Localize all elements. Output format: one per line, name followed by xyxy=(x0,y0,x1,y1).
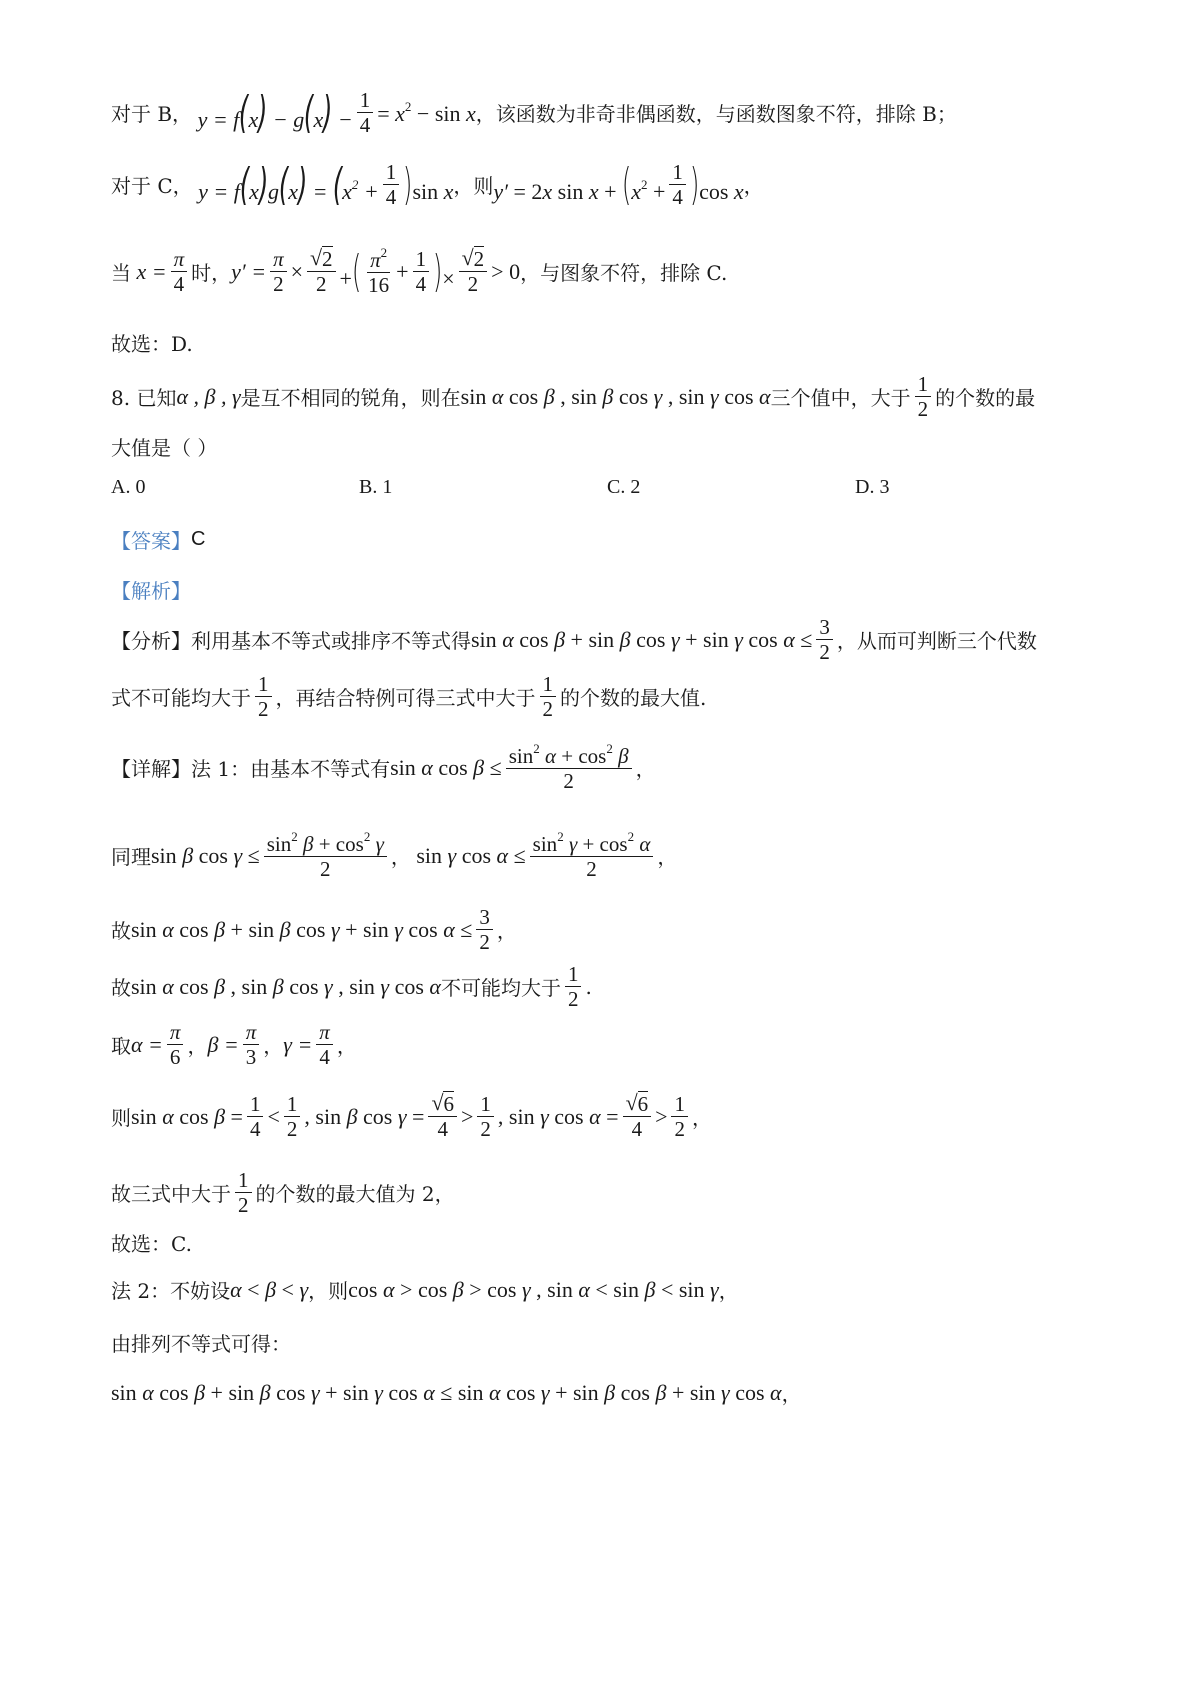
math: sin α cos β , sin β cos γ , sin γ cos α xyxy=(131,973,441,999)
text-line xyxy=(111,1275,1120,1304)
math: α < β < γ xyxy=(230,1276,309,1302)
math: y′ = 2x $\sin x + (x^2$ + xyxy=(493,158,666,210)
math: cos α > cos β > cos γ , sin α < sin β < sin γ xyxy=(348,1276,719,1302)
text: ，从而可判断三个代数 xyxy=(836,629,1037,654)
analysis-heading xyxy=(111,575,1120,604)
text: 不可能均大于 xyxy=(440,976,561,1001)
fraction: $\frac{1}{2}$ xyxy=(915,372,932,421)
text: 【详解】法 1：由基本不等式有 xyxy=(111,757,391,782)
text-line xyxy=(111,905,1120,954)
text-line xyxy=(111,328,1120,357)
option-d: D. 3 xyxy=(855,476,890,498)
answer-label: 【答案】 xyxy=(111,529,191,553)
text: 故选：C. xyxy=(111,1232,192,1256)
math: sin γ cos α ≤ xyxy=(410,842,526,868)
text: 当 xyxy=(111,261,131,286)
fraction: $\frac{1}{2}$ xyxy=(540,672,557,721)
fraction: $\frac{\sin^2 \alpha + \cos^2 \beta}{2}$ xyxy=(506,742,632,793)
text-line xyxy=(111,160,1120,209)
answer-line xyxy=(111,525,1120,554)
text: ，则 xyxy=(453,174,494,199)
text: ，该函数为非奇非偶函数，与函数图象不符，排除 B； xyxy=(475,102,957,127)
fraction: $\frac{1}{2}$ xyxy=(284,1092,301,1141)
text-line xyxy=(111,1228,1120,1257)
text: 8. 已知 xyxy=(111,386,177,411)
text-line xyxy=(111,1020,1120,1069)
text: 对于 B， xyxy=(111,102,193,127)
text: ， xyxy=(390,845,411,870)
text: 的个数的最 xyxy=(935,386,1036,411)
math: , sin β cos γ = xyxy=(304,1103,425,1129)
text-line xyxy=(111,672,1120,721)
text: ，与图象不符，排除 C. xyxy=(520,261,728,286)
text: ， xyxy=(691,1106,712,1131)
math: < xyxy=(267,1103,280,1129)
option-b: B. 1 xyxy=(359,476,393,498)
options-row xyxy=(111,476,1120,499)
text: ， xyxy=(336,1034,357,1059)
text: 则 xyxy=(111,1106,131,1131)
math: $y = f(x)g(x) = (x^2$ + xyxy=(192,158,379,210)
text: 是互不相同的锐角，则在 xyxy=(240,386,461,411)
fraction: $\frac{\pi}{3}$ xyxy=(243,1020,260,1069)
answer-value: C xyxy=(191,528,206,550)
math: > xyxy=(460,1103,474,1129)
text: ， xyxy=(187,1034,208,1059)
text: 式不可能均大于 xyxy=(111,686,251,711)
math: > 0 xyxy=(491,258,521,284)
text-line xyxy=(111,962,1120,1011)
text-line xyxy=(111,615,1120,664)
fraction: $\frac{\pi}{4}$ xyxy=(316,1020,333,1069)
fraction: $\frac{1}{2}$ xyxy=(235,1168,252,1217)
fraction: $\frac{\pi}{6}$ xyxy=(167,1020,184,1069)
math: α = xyxy=(131,1031,163,1057)
text: 法 2：不妨设 xyxy=(111,1279,231,1303)
text-line xyxy=(111,1168,1120,1217)
text: 对于 C， xyxy=(111,174,193,199)
math: + xyxy=(396,258,409,284)
text: . xyxy=(585,974,592,999)
math: x = xyxy=(131,258,167,284)
text-line xyxy=(111,432,1120,461)
text: 取 xyxy=(111,1034,131,1059)
fraction: √ $\frac{6}{4}$ xyxy=(428,1092,457,1141)
text: ， xyxy=(743,174,764,199)
fraction: √ $\frac{2}{2}$ xyxy=(307,247,336,296)
math: sin α cos β + sin β cos γ + sin γ cos α ≤ xyxy=(471,626,813,652)
text-line xyxy=(111,742,1120,793)
text: 故三式中大于 xyxy=(111,1182,231,1207)
fraction: √ $\frac{6}{4}$ xyxy=(623,1092,652,1141)
math: +( xyxy=(339,245,362,297)
fraction: √ $\frac{2}{2}$ xyxy=(459,247,488,296)
math: γ = xyxy=(283,1031,313,1057)
text-line xyxy=(111,1328,1120,1357)
math: β = xyxy=(207,1031,239,1057)
question-8 xyxy=(111,372,1120,421)
text: 大值是（ ） xyxy=(111,436,218,460)
option-a: A. 0 xyxy=(111,476,146,498)
fraction: $\frac{1}{2}$ xyxy=(671,1092,688,1141)
fraction: $\frac{1}{4}$ xyxy=(247,1092,264,1141)
math: sin α cos β = xyxy=(131,1103,243,1129)
text: 三个值中，大于 xyxy=(770,386,911,411)
analysis-label: 【解析】 xyxy=(111,579,191,603)
fraction: $\frac{1}{4}$ xyxy=(383,160,400,209)
math: = $x^2 - \sin x$ xyxy=(377,98,476,126)
fraction: $\frac{1}{2}$ xyxy=(477,1092,494,1141)
fraction: $\frac{3}{2}$ xyxy=(476,905,493,954)
text: ， xyxy=(657,845,678,870)
math: )× xyxy=(432,245,455,297)
fraction: $\frac{\pi}{2}$ xyxy=(270,247,287,296)
text: ， xyxy=(263,1034,284,1059)
text: 时， xyxy=(191,261,232,286)
fraction: $\frac{1}{2}$ xyxy=(255,672,272,721)
fraction: $\frac{\sin^2 \beta + \cos^2 \gamma}{2}$ xyxy=(264,830,387,881)
math: y = f(x) − g(x) − xyxy=(192,86,353,138)
text-line xyxy=(111,1378,1120,1407)
math: )cos x xyxy=(689,158,744,210)
text: 的个数的最大值. xyxy=(560,686,707,711)
math: > xyxy=(655,1103,668,1129)
math: )sin x xyxy=(403,158,454,210)
text: ，再结合特例可得三式中大于 xyxy=(275,686,536,711)
text: 同理 xyxy=(111,845,151,870)
option-c: C. 2 xyxy=(607,476,641,498)
text: ， xyxy=(781,1382,802,1406)
fraction: $\frac{1}{4}$ xyxy=(357,88,374,137)
text: ，则 xyxy=(308,1279,349,1303)
fraction: $\frac{\pi^2}{16}$ xyxy=(368,245,390,298)
text: ， xyxy=(718,1279,739,1303)
math: sin α cos β , sin β cos γ , sin γ cos α xyxy=(460,383,771,409)
text: 由排列不等式可得： xyxy=(111,1332,291,1356)
text: 的个数的最大值为 2， xyxy=(255,1182,455,1207)
math: sin α cos β + sin β cos γ + sin γ cos α ≤ sin α cos γ + sin β cos β + sin γ cos α xyxy=(111,1379,782,1405)
text: 故选：D. xyxy=(111,332,193,356)
math: sin α cos β ≤ xyxy=(390,754,502,780)
text-line xyxy=(111,246,1120,297)
math: sin β cos γ ≤ xyxy=(151,842,260,868)
fraction: $\frac{\sin^2 \gamma + \cos^2 \alpha}{2}$ xyxy=(530,830,654,881)
math: y′ = xyxy=(231,258,267,284)
math: sin α cos β + sin β cos γ + sin γ cos α ≤ xyxy=(131,916,473,942)
text: ， xyxy=(635,757,656,782)
fraction: $\frac{\pi}{4}$ xyxy=(171,247,188,296)
math: , sin γ cos α = xyxy=(497,1103,619,1129)
text: 故 xyxy=(111,919,131,944)
text-line xyxy=(111,88,1120,137)
fraction: $\frac{1}{2}$ xyxy=(565,962,582,1011)
fraction: $\frac{1}{4}$ xyxy=(413,247,430,296)
fraction: $\frac{3}{2}$ xyxy=(816,615,833,664)
math: α , β , γ xyxy=(176,383,241,409)
math: × xyxy=(290,258,304,284)
fraction: $\frac{1}{4}$ xyxy=(669,160,686,209)
text-line xyxy=(111,1092,1120,1141)
text: 故 xyxy=(111,976,131,1001)
text-line xyxy=(111,830,1120,881)
text: ， xyxy=(496,919,517,944)
text: 【分析】利用基本不等式或排序不等式得 xyxy=(111,629,471,654)
